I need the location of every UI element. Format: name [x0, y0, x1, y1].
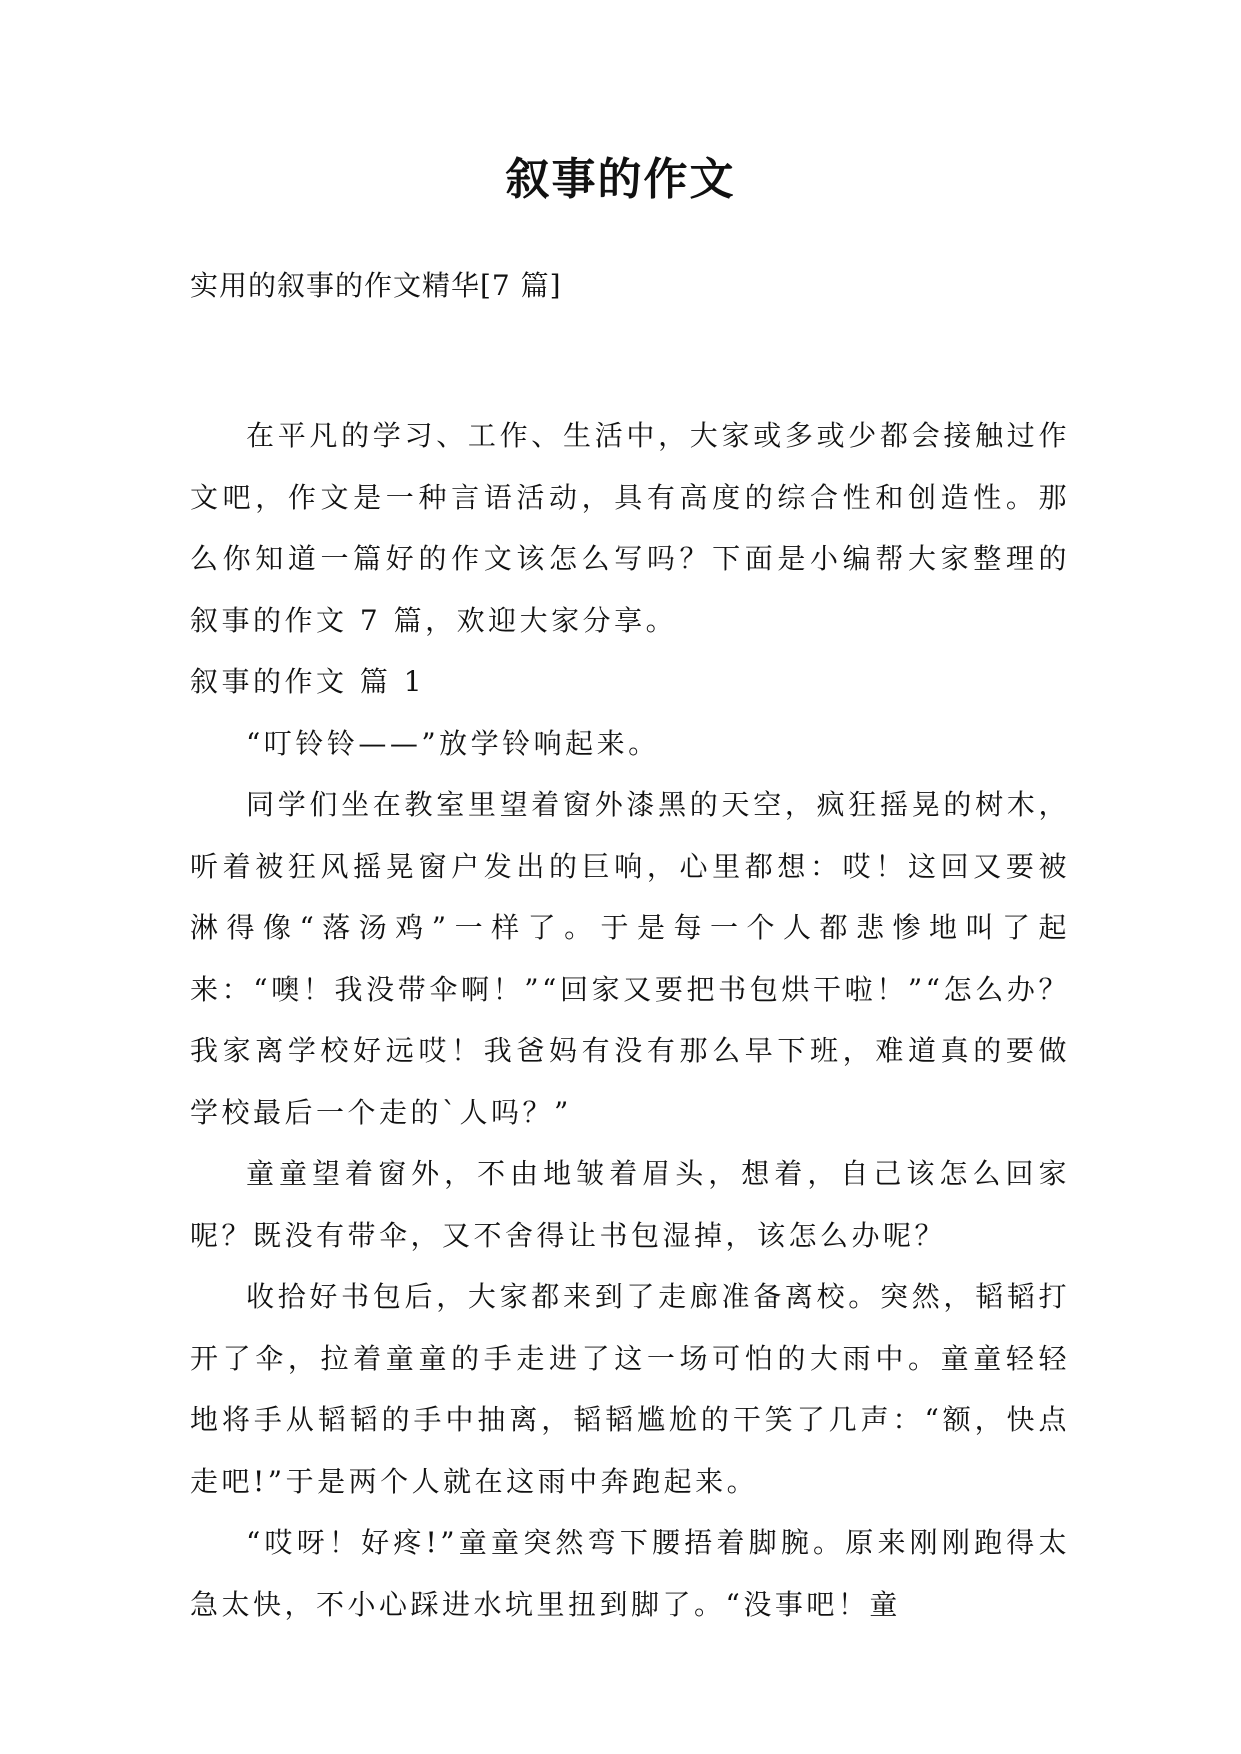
body-paragraph-3: 童童望着窗外，不由地皱着眉头，想着，自己该怎么回家呢？既没有带伞，又不舍得让书包湿掉，该怎么办呢？: [190, 1157, 1070, 1252]
document-title: 叙事的作文: [505, 154, 736, 205]
document-subtitle: 实用的叙事的作文精华[7 篇]: [190, 269, 562, 302]
body-paragraph-5: “哎呀！好疼!”童童突然弯下腰捂着脚腕。原来刚刚跑得太急太快，不小心踩进水坑里扭到脚了。“没事吧！童: [190, 1526, 1070, 1621]
body-paragraph-1: “叮铃铃——”放学铃响起来。: [246, 726, 660, 760]
intro-paragraph: 在平凡的学习、工作、生活中，大家或多或少都会接触过作文吧，作文是一种言语活动，具有高度的综合性和创造性。那么你知道一篇好的作文该怎么写吗？下面是小编帮大家整理的叙事的作文 7 篇，欢迎大家分享。: [190, 419, 1070, 637]
document-body: [190, 405, 1070, 1635]
section-heading: 叙事的作文 篇 1: [190, 665, 426, 698]
body-paragraph-4: 收拾好书包后，大家都来到了走廊准备离校。突然，韬韬打开了伞，拉着童童的手走进了这一场可怕的大雨中。童童轻轻地将手从韬韬的手中抽离，韬韬尴尬的干笑了几声：“额，快点走吧!”于是两个人就在这雨中奔跑起来。: [190, 1280, 1070, 1498]
body-paragraph-2: 同学们坐在教室里望着窗外漆黑的天空，疯狂摇晃的树木，听着被狂风摇晃窗户发出的巨响，心里都想：哎！这回又要被淋得像“落汤鸡”一样了。于是每一个人都悲惨地叫了起来：“噢！我没带伞啊！”“回家又要把书包烘干啦！”“怎么办？我家离学校好远哎！我爸妈有没有那么早下班，难道真的要做学校最后一个走的`人吗？”: [190, 788, 1070, 1129]
